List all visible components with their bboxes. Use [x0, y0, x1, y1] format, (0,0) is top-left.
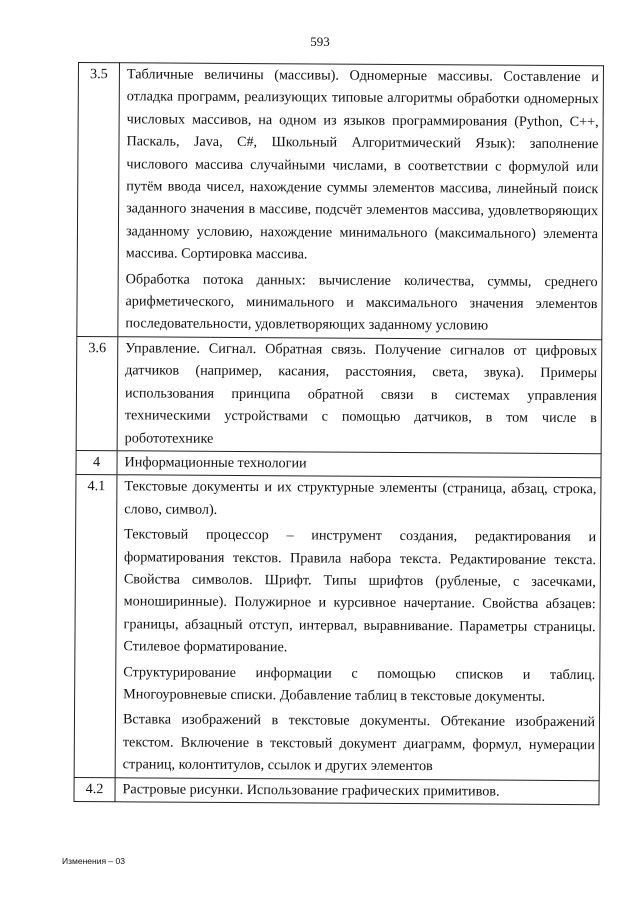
section-content — [117, 337, 602, 454]
revision-footer: Изменения – 03 — [62, 856, 125, 866]
section-content — [118, 63, 604, 340]
section-content — [115, 475, 601, 780]
paragraph: Структурирование информации с помощью списков и таблиц. Многоуровневые списки. Добавление таблиц в текстовые документы. — [123, 663, 596, 705]
paragraph: Текстовые документы и их структурные элементы (страница, абзац, строка, слово, символ). — [124, 478, 597, 518]
paragraph: Управление. Сигнал. Обратная связь. Получение сигналов от цифровых датчиков (например, касания, расстояния, света, звука). Примеры использования принципа обратной связи в системах управления техническими устройствами с помощью датчиков, в том числе в робототехнике — [124, 340, 598, 447]
page-number: 593 — [310, 34, 330, 49]
table-row — [77, 63, 604, 340]
section-number: 3.5 — [77, 63, 120, 337]
section-heading: Информационные технологии — [124, 454, 307, 472]
section-number: 4 — [76, 450, 117, 475]
table-row — [76, 450, 601, 478]
section-content — [115, 777, 599, 804]
paragraph: Растровые рисунки. Использование графических примитивов. — [122, 780, 500, 800]
table-row — [76, 336, 602, 453]
table-row — [74, 475, 601, 780]
section-number: 4.2 — [74, 777, 115, 802]
section-number: 3.6 — [76, 336, 118, 450]
section-number: 4.1 — [74, 475, 117, 778]
table-row — [74, 777, 599, 805]
paragraph: Вставка изображений в текстовые документы. Обтекание изображений текстом. Включение в текстовый документ диаграмм, формул, нумерации страниц, колонтитулов, ссылок и других элементов — [122, 711, 596, 775]
section-content — [117, 451, 601, 478]
paragraph: Обработка потока данных: вычисление количества, суммы, среднего арифметического, минимального и максимального значения элементов последовательности, удовлетворяющих заданному условию — [125, 270, 598, 334]
paragraph: Табличные величины (массивы). Одномерные массивы. Составление и отладка программ, реализующих типовые алгоритмы обработки одномерных числовых массивов, на одном из языков программирования (Python, C++, Паскаль, Java, C#, Школьный Алгоритмический Язык): заполнение числового массива случайными числами, в соответствии с формулой или путём ввода чисел, нахождение суммы элементов массива, линейный поиск заданного значения в массиве, подсчёт элементов массива, удовлетворяющих заданному условию, нахождение минимального (максимального) элемента массива. Сортировка массива. — [125, 66, 599, 263]
paragraph: Текстовый процессор – инструмент создания, редактирования и форматирования текстов. Правила набора текста. Редактирование текста. Свойства символов. Шрифт. Типы шрифтов (рубленые, с засечками, моноширинные). Полужирное и курсивное начертание. Свойства абзацев: границы, абзацный отступ, интервал, выравнивание. Параметры страницы. Стилевое форматирование. — [123, 526, 597, 656]
curriculum-table — [73, 62, 604, 805]
